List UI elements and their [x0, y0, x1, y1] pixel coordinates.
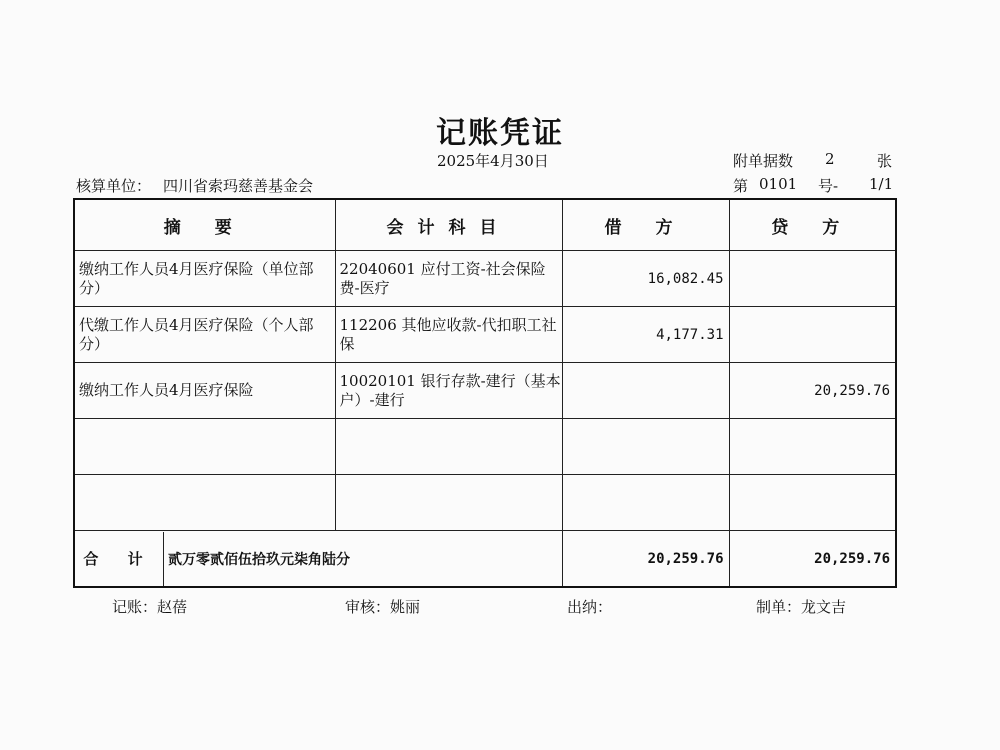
header-summary: 摘 要: [74, 199, 335, 251]
total-row: [74, 531, 896, 588]
cashier: 出纳：: [567, 598, 613, 616]
table-row: [74, 307, 896, 363]
reviewer: 审核：姚丽: [345, 598, 421, 616]
unit-name: 四川省索玛慈善基金会: [163, 177, 314, 195]
row-credit: [729, 307, 896, 363]
row-summary: 缴纳工作人员4月医疗保险（单位部分）: [74, 251, 335, 307]
header-account: 会计科目: [335, 199, 562, 251]
attachments-count: 2: [825, 150, 835, 168]
row-debit: 4,177.31: [562, 307, 729, 363]
voucher-no-suffix: 号-: [818, 177, 839, 195]
voucher-no-prefix: 第: [733, 177, 749, 195]
table-row: [74, 363, 896, 419]
voucher-table: [73, 198, 897, 588]
voucher-no-value: 0101: [759, 175, 798, 193]
row-credit: [729, 251, 896, 307]
row-account: [335, 419, 562, 475]
table-row: [74, 419, 896, 475]
table-header-row: [74, 199, 896, 251]
bookkeeper: 记账：赵蓓: [112, 598, 188, 616]
row-summary: 代缴工作人员4月医疗保险（个人部分）: [74, 307, 335, 363]
table-row: [74, 251, 896, 307]
row-summary: [74, 419, 335, 475]
voucher-date: 2025年4月30日: [437, 152, 549, 170]
row-debit: [562, 419, 729, 475]
total-credit: 20,259.76: [729, 531, 896, 588]
row-summary: [74, 475, 335, 531]
accounting-unit: [76, 175, 313, 196]
attachments-unit: 张: [877, 152, 893, 170]
row-account: [335, 475, 562, 531]
header-credit: 贷 方: [729, 199, 896, 251]
voucher-title: 记账凭证: [436, 116, 564, 151]
total-debit: 20,259.76: [562, 531, 729, 588]
voucher-page: 1/1: [869, 175, 894, 193]
row-debit: [562, 475, 729, 531]
row-debit: [562, 363, 729, 419]
row-credit: [729, 475, 896, 531]
attachments-label: 附单据数: [733, 152, 794, 170]
total-label-cell: [74, 531, 562, 588]
row-account: 22040601 应付工资-社会保险费-医疗: [335, 251, 562, 307]
preparer: 制单：龙文吉: [756, 598, 847, 616]
row-account: 112206 其他应收款-代扣职工社保: [335, 307, 562, 363]
header-debit: 借 方: [562, 199, 729, 251]
row-credit: [729, 419, 896, 475]
row-account: 10020101 银行存款-建行（基本户）-建行: [335, 363, 562, 419]
row-credit: 20,259.76: [729, 363, 896, 419]
row-summary: 缴纳工作人员4月医疗保险: [74, 363, 335, 419]
total-label: 合 计: [75, 532, 164, 586]
row-debit: 16,082.45: [562, 251, 729, 307]
table-row: [74, 475, 896, 531]
total-amount-chinese: 贰万零贰佰伍拾玖元柒角陆分: [168, 551, 350, 568]
unit-label: 核算单位：: [76, 177, 152, 195]
